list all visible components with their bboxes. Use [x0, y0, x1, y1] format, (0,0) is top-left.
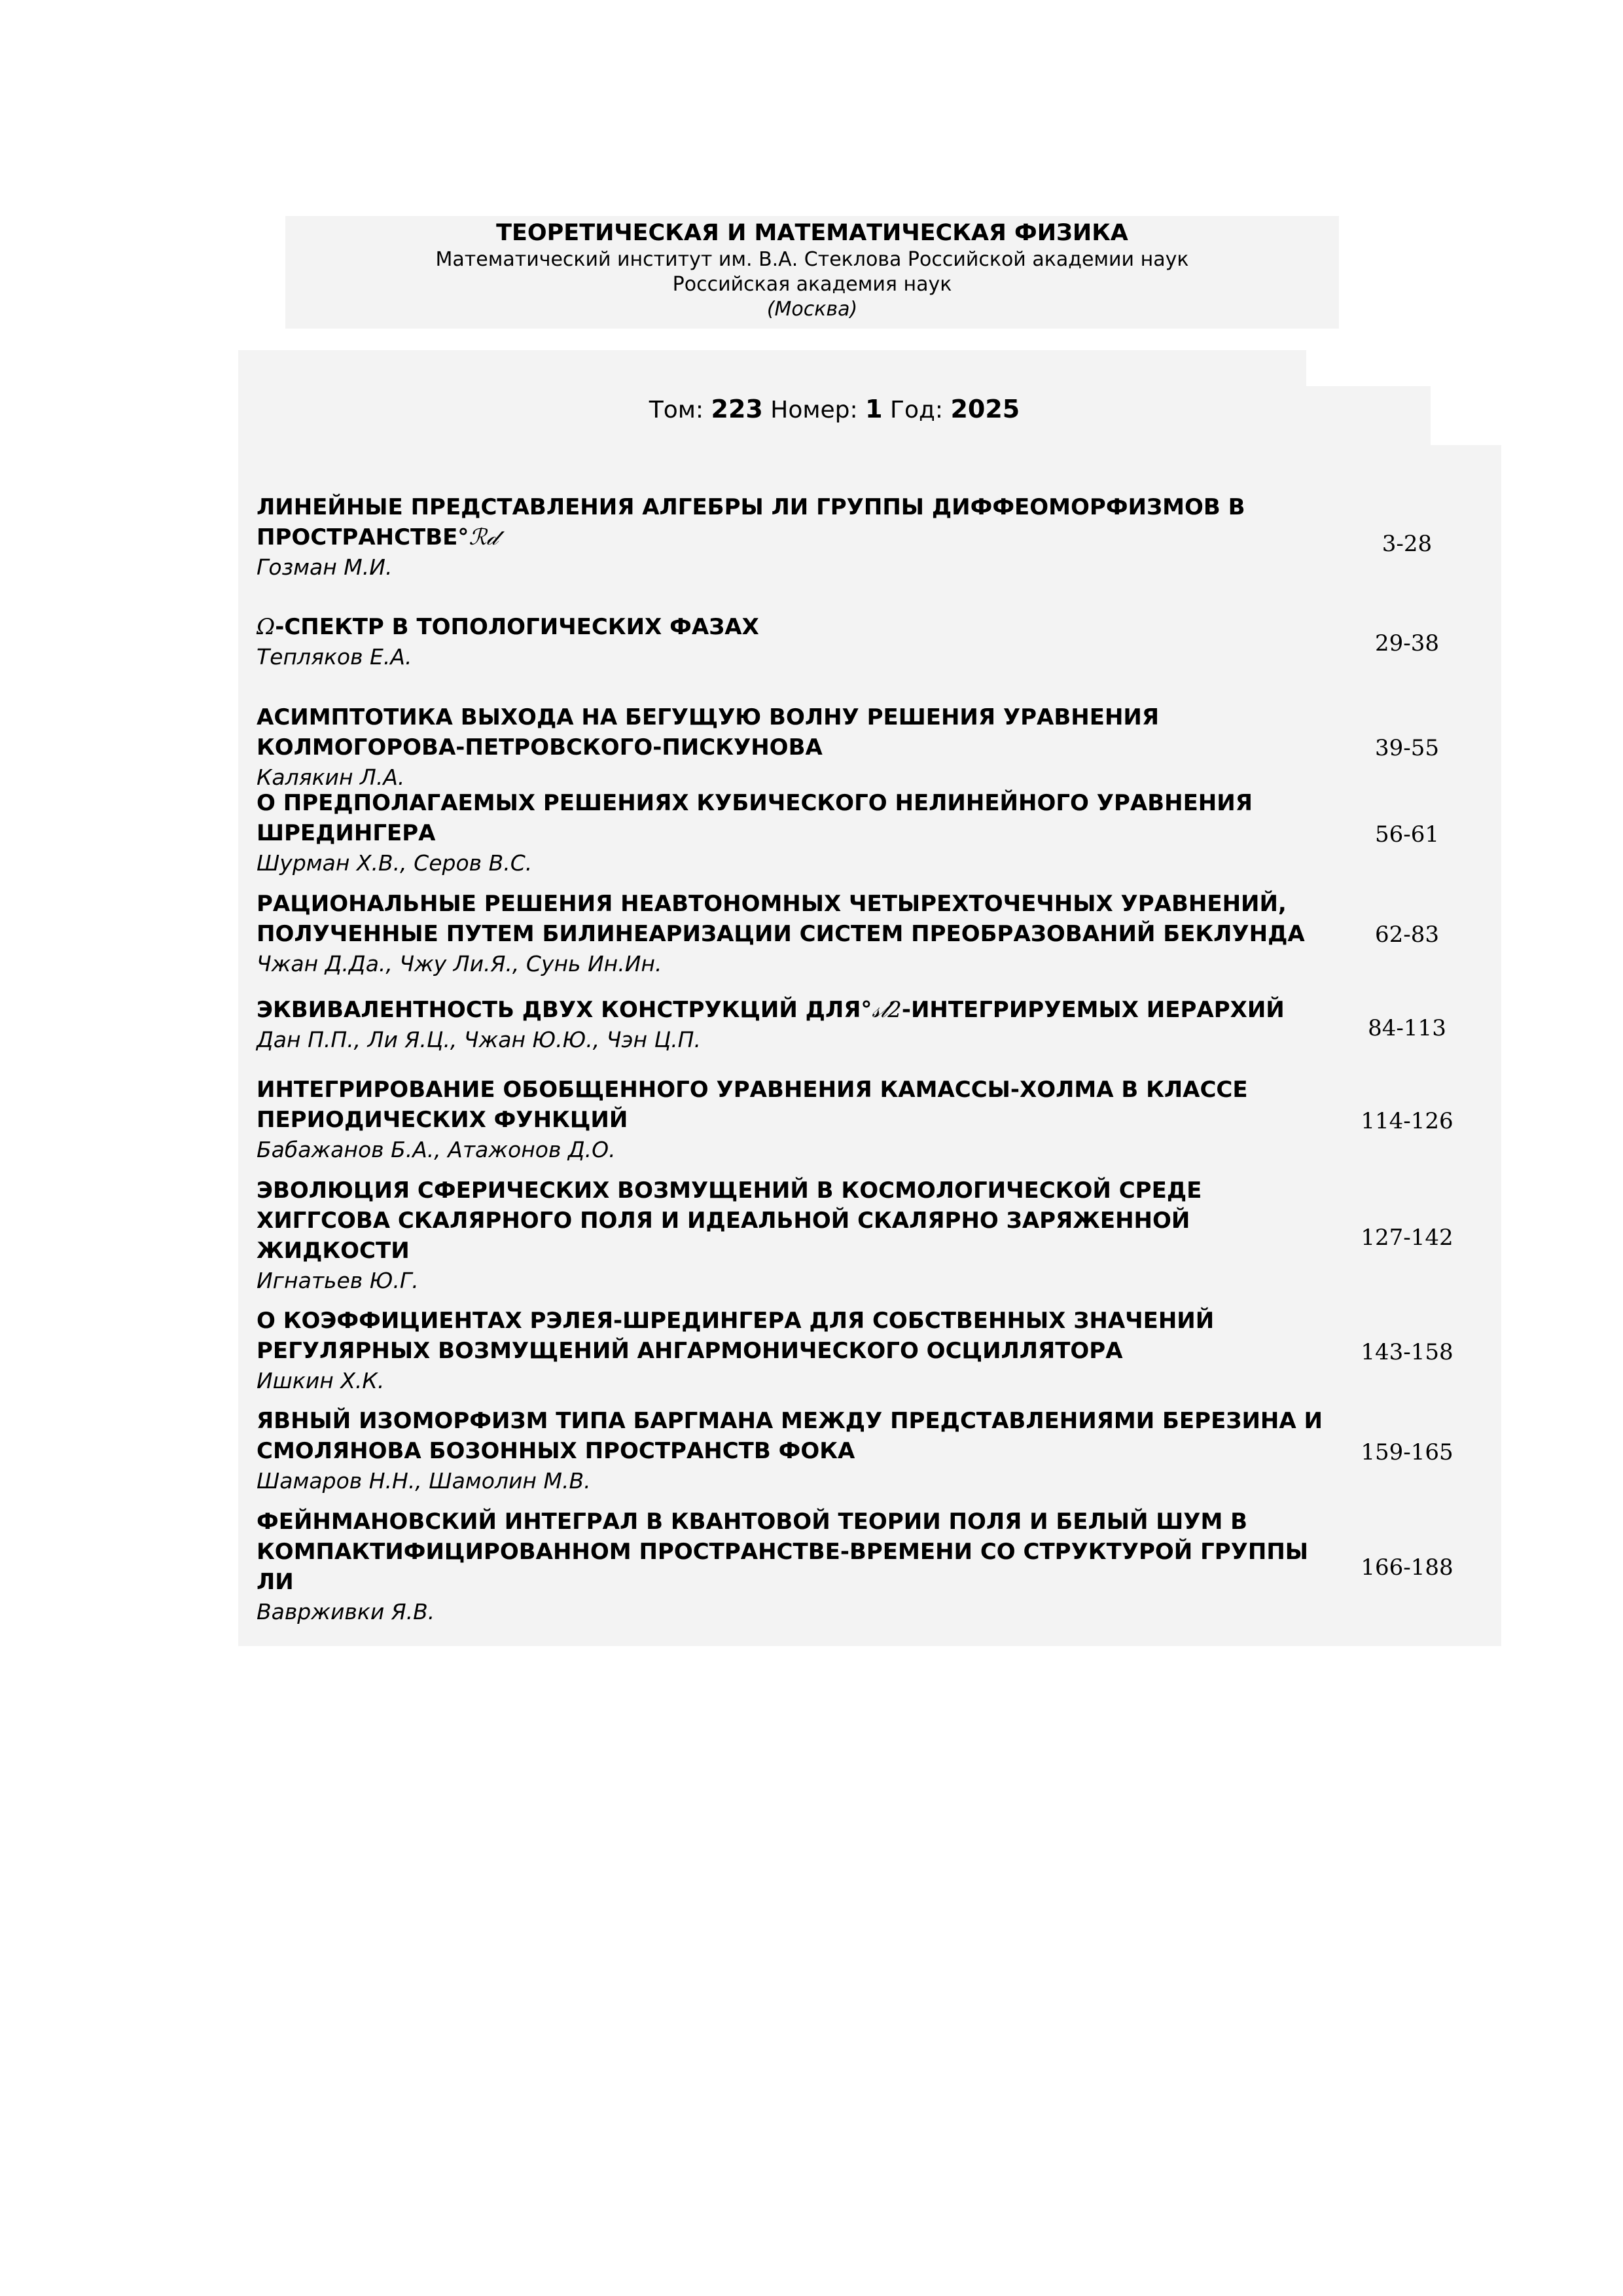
article-authors: Чжан Д.Да., Чжу Ли.Я., Сунь Ин.Ин. [257, 951, 662, 977]
article-pages: 84-113 [1368, 1015, 1446, 1041]
article-title[interactable]: АСИМПТОТИКА ВЫХОДА НА БЕГУЩУЮ ВОЛНУ РЕШЕНИЯ УРАВНЕНИЯ [257, 704, 1160, 730]
article-authors: Дан П.П., Ли Я.Ц., Чжан Ю.Ю., Чэн Ц.П. [257, 1027, 701, 1052]
article-pages: 127-142 [1361, 1225, 1454, 1251]
article-entry[interactable] [257, 788, 1343, 878]
article-pages: 29-38 [1374, 630, 1439, 656]
article-title-cont[interactable]: РЕГУЛЯРНЫХ ВОЗМУЩЕНИЙ АНГАРМОНИЧЕСКОГО ОСЦИЛЛЯТОРА [257, 1338, 1123, 1364]
article-pages: 166-188 [1361, 1554, 1454, 1581]
article-title[interactable]: ЯВНЫЙ ИЗОМОРФИЗМ ТИПА БАРГМАНА МЕЖДУ ПРЕДСТАВЛЕНИЯМИ БЕРЕЗИНА И [257, 1408, 1323, 1434]
article-title-cont[interactable]: ПРОСТРАНСТВЕ°ℛ𝒹 [257, 524, 498, 550]
article-title[interactable]: ЛИНЕЙНЫЕ ПРЕДСТАВЛЕНИЯ АЛГЕБРЫ ЛИ ГРУППЫ ДИФФЕОМОРФИЗМОВ В [257, 494, 1245, 520]
number-value: 1 [865, 395, 883, 423]
article-pages: 3-28 [1382, 531, 1433, 557]
article-title[interactable]: О КОЭФФИЦИЕНТАХ РЭЛЕЯ-ШРЕДИНГЕРА ДЛЯ СОБСТВЕННЫХ ЗНАЧЕНИЙ [257, 1308, 1215, 1334]
article-title-cont[interactable]: КОМПАКТИФИЦИРОВАННОМ ПРОСТРАНСТВЕ-ВРЕМЕНИ СО СТРУКТУРОЙ ГРУППЫ [257, 1539, 1309, 1565]
article-title[interactable]: РАЦИОНАЛЬНЫЕ РЕШЕНИЯ НЕАВТОНОМНЫХ ЧЕТЫРЕХТОЧЕЧНЫХ УРАВНЕНИЙ, [257, 891, 1287, 917]
article-title[interactable]: ЭВОЛЮЦИЯ СФЕРИЧЕСКИХ ВОЗМУЩЕНИЙ В КОСМОЛОГИЧЕСКОЙ СРЕДЕ [257, 1177, 1202, 1204]
article-title-cont[interactable]: ПЕРИОДИЧЕСКИХ ФУНКЦИЙ [257, 1107, 628, 1133]
article-entry[interactable] [257, 1507, 1343, 1627]
issue-info [238, 386, 1431, 432]
article-title-cont[interactable]: ЖИДКОСТИ [257, 1238, 410, 1264]
article-title-cont[interactable]: ШРЕДИНГЕРА [257, 820, 436, 846]
article-pages: 114-126 [1361, 1108, 1454, 1134]
article-authors: Тепляков Е.А. [257, 644, 412, 670]
math-symbol: ℛ𝒹 [469, 524, 498, 550]
article-authors: Шамаров Н.Н., Шамолин М.В. [257, 1468, 591, 1494]
article-title-cont[interactable]: ПОЛУЧЕННЫЕ ПУТЕМ БИЛИНЕАРИЗАЦИИ СИСТЕМ ПРЕОБРАЗОВАНИЙ БЕКЛУНДА [257, 921, 1305, 947]
article-pages: 62-83 [1374, 922, 1439, 948]
city-name: (Москва) [766, 298, 858, 321]
volume-label: Том: [649, 397, 704, 423]
article-title-cont[interactable]: КОЛМОГОРОВА-ПЕТРОВСКОГО-ПИСКУНОВА [257, 734, 823, 761]
article-entry[interactable] [257, 1075, 1343, 1165]
article-pages: 56-61 [1374, 821, 1439, 848]
article-title[interactable]: ИНТЕГРИРОВАНИЕ ОБОБЩЕННОГО УРАВНЕНИЯ КАМАССЫ-ХОЛМА В КЛАССЕ [257, 1077, 1248, 1103]
article-pages: 39-55 [1374, 735, 1439, 761]
article-pages: 143-158 [1361, 1339, 1454, 1365]
journal-title: ТЕОРЕТИЧЕСКАЯ И МАТЕМАТИЧЕСКАЯ ФИЗИКА [496, 220, 1128, 246]
number-label: Номер: [770, 397, 858, 423]
article-entry[interactable] [257, 889, 1343, 979]
academy-name: Российская академия наук [672, 273, 952, 296]
institute-name: Математический институт им. В.А. Стеклова Российской академии наук [435, 248, 1189, 271]
article-entry[interactable] [257, 1406, 1343, 1496]
math-symbol: Ω [257, 614, 276, 640]
article-authors: Шурман Х.В., Серов В.С. [257, 850, 533, 876]
article-authors: Игнатьев Ю.Г. [257, 1268, 419, 1293]
article-authors: Бабажанов Б.А., Атажонов Д.О. [257, 1137, 616, 1162]
article-authors: Калякин Л.А. [257, 764, 405, 790]
journal-header [285, 216, 1339, 329]
article-entry[interactable] [257, 702, 1343, 793]
article-entry[interactable] [257, 612, 1343, 672]
article-title[interactable]: ЭКВИВАЛЕНТНОСТЬ ДВУХ КОНСТРУКЦИЙ ДЛЯ°𝓈𝓁2-ИНТЕГРИРУЕМЫХ ИЕРАРХИЙ [257, 997, 1285, 1023]
article-title-cont[interactable]: СМОЛЯНОВА БОЗОННЫХ ПРОСТРАНСТВ ФОКА [257, 1438, 855, 1464]
article-title[interactable]: Ω-СПЕКТР В ТОПОЛОГИЧЕСКИХ ФАЗАХ [257, 614, 759, 640]
article-entry[interactable] [257, 1306, 1343, 1396]
article-title[interactable]: О ПРЕДПОЛАГАЕМЫХ РЕШЕНИЯХ КУБИЧЕСКОГО НЕЛИНЕЙНОГО УРАВНЕНИЯ [257, 790, 1253, 816]
year-label: Год: [890, 397, 944, 423]
volume-value: 223 [711, 395, 763, 423]
article-entry[interactable] [257, 1175, 1343, 1296]
article-title-cont[interactable]: ХИГГСОВА СКАЛЯРНОГО ПОЛЯ И ИДЕАЛЬНОЙ СКАЛЯРНО ЗАРЯЖЕННОЙ [257, 1208, 1190, 1234]
article-authors: Ишкин Х.К. [257, 1368, 385, 1393]
math-symbol: 𝓈𝓁2 [872, 997, 902, 1023]
article-entry[interactable] [257, 492, 1343, 583]
article-authors: Ваврживки Я.В. [257, 1599, 435, 1624]
year-value: 2025 [950, 395, 1020, 423]
article-title[interactable]: ФЕЙНМАНОВСКИЙ ИНТЕГРАЛ В КВАНТОВОЙ ТЕОРИИ ПОЛЯ И БЕЛЫЙ ШУМ В [257, 1509, 1248, 1535]
article-title-cont[interactable]: ЛИ [257, 1569, 294, 1595]
article-authors: Гозман М.И. [257, 554, 393, 580]
article-pages: 159-165 [1361, 1439, 1454, 1465]
article-entry[interactable] [257, 995, 1343, 1055]
